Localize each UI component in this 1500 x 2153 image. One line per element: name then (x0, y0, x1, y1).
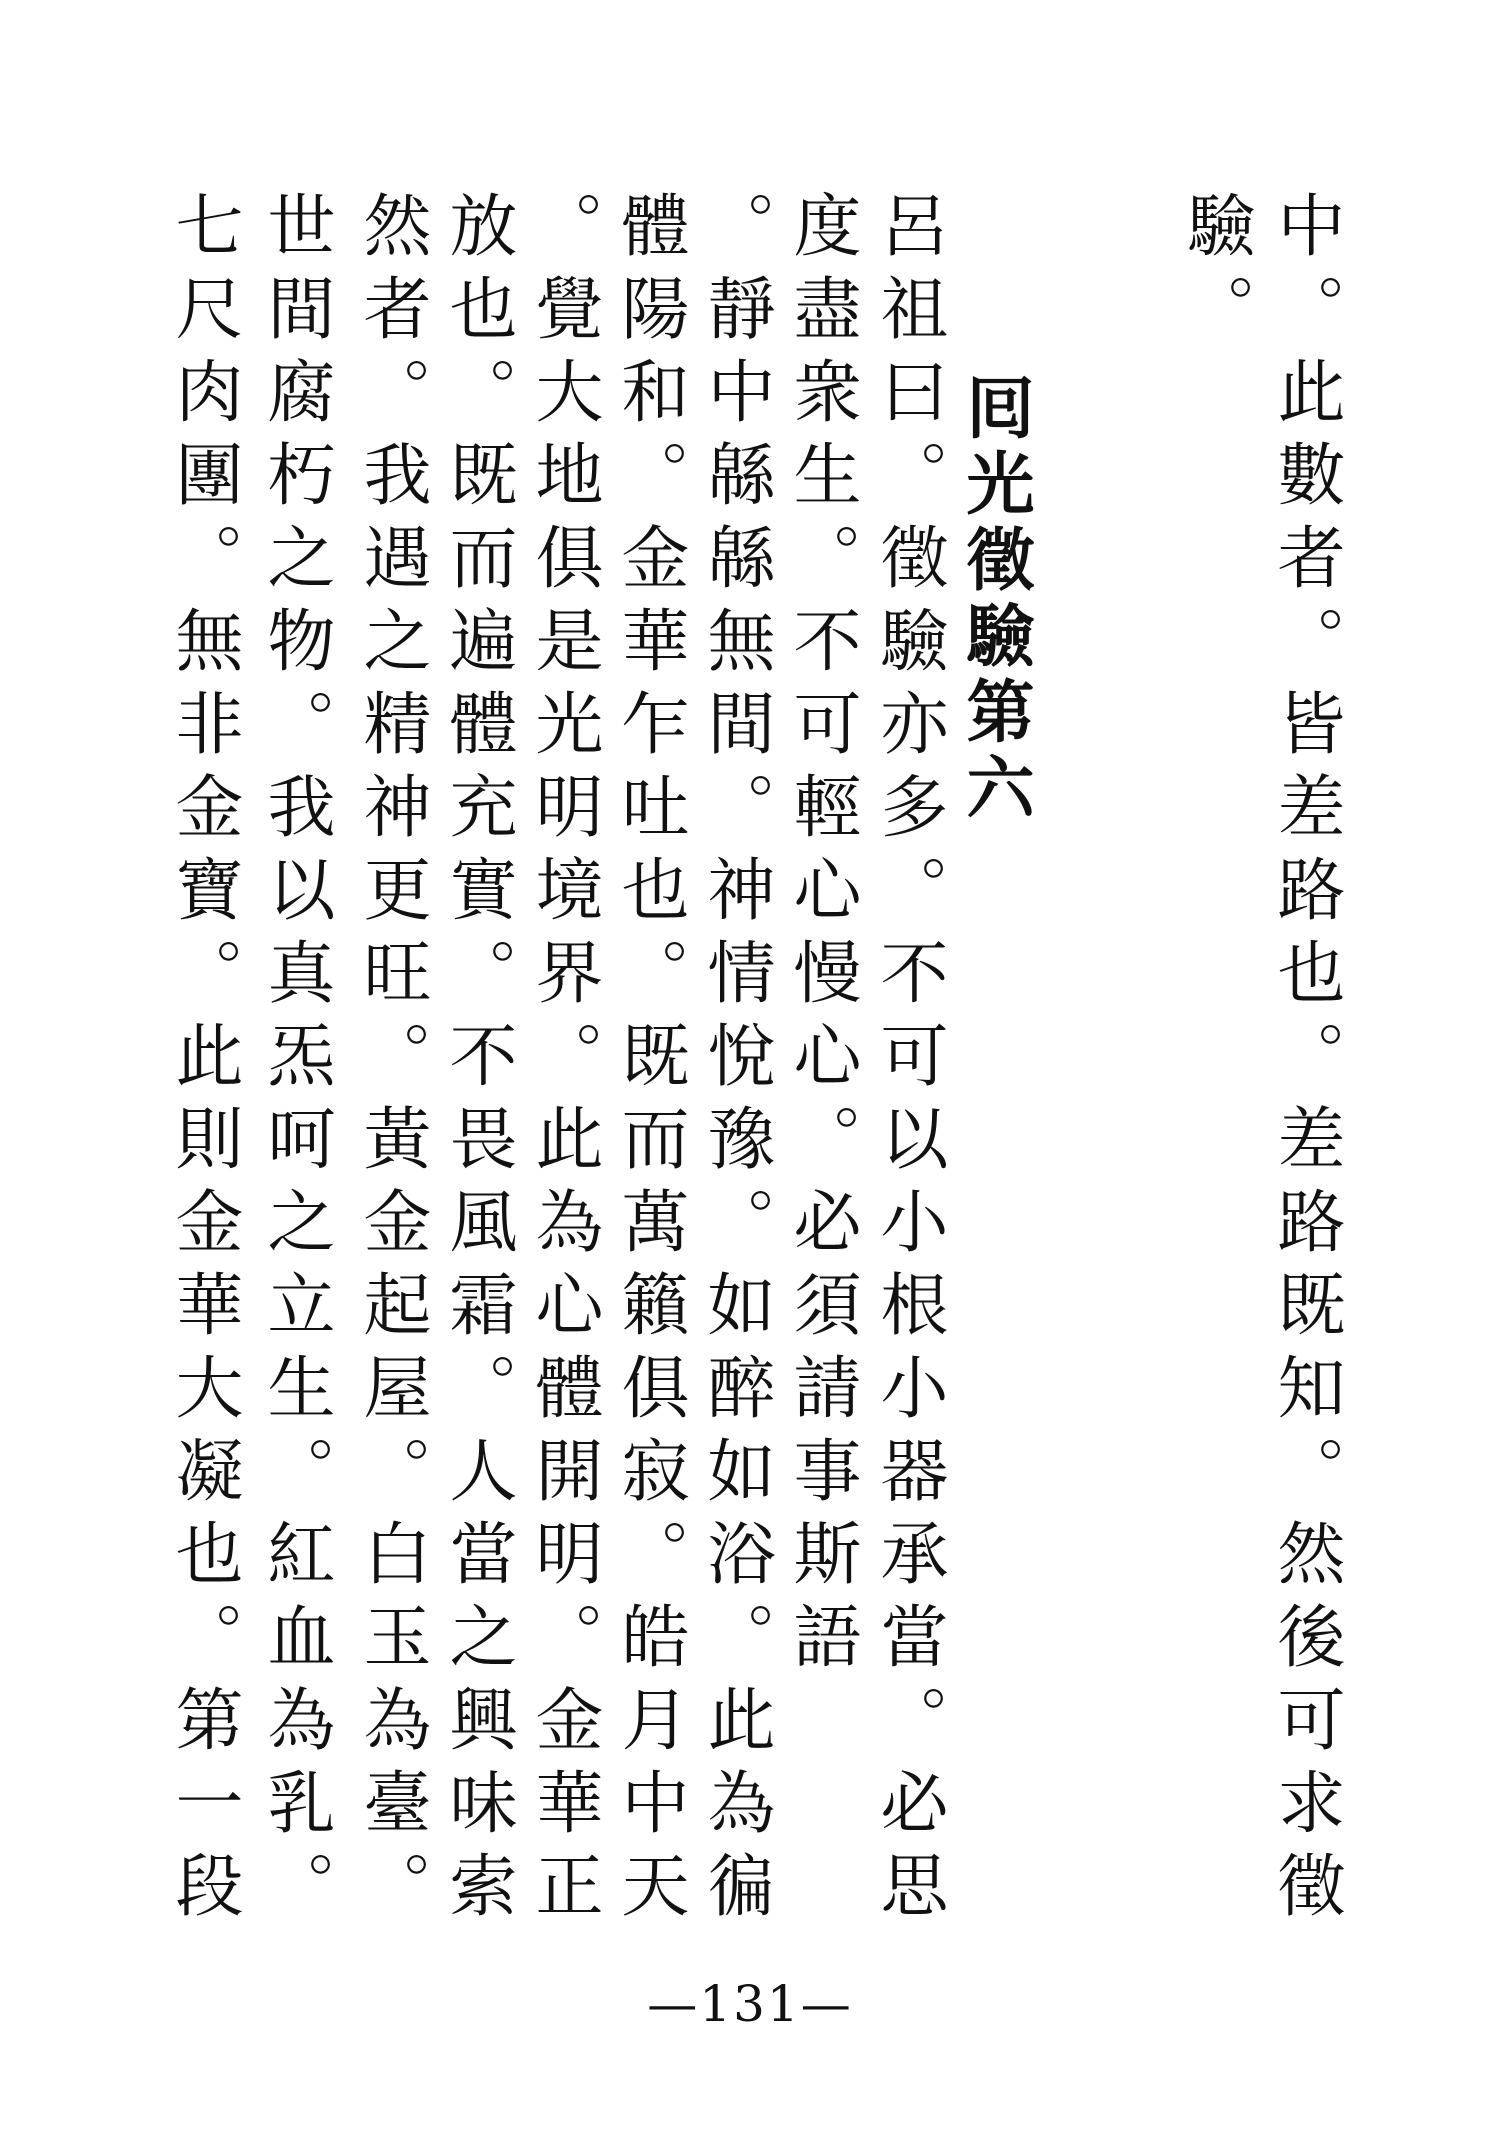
body-column-3: 。靜中緜緜無間。神情悅豫。如醉如浴。此為徧 (696, 190, 775, 1933)
body-column-2: 度盡衆生。不可輕心慢心。必須請事斯語 (782, 190, 861, 1684)
preface-column-1: 中。此數者。皆差路也。差路既知。然後可求徵 (1266, 190, 1345, 1933)
body-column-9: 七尺肉團。無非金寶。此則金華大凝也。第一段 (164, 190, 243, 1933)
chapter-heading: 囘光徵驗第六 (955, 372, 1035, 828)
body-column-1: 呂祖曰。徵驗亦多。不可以小根小器承當。必思 (869, 190, 948, 1933)
body-column-7: 然者。我遇之精神更旺。黃金起屋。白玉為臺。 (352, 190, 431, 1933)
body-column-5: 。覺大地俱是光明境界。此為心體開明。金華正 (524, 190, 603, 1933)
body-column-6: 放也。既而遍體充實。不畏風霜。人當之興味索 (438, 190, 517, 1933)
preface-column-2: 驗。 (1176, 190, 1255, 356)
body-column-4: 體陽和。金華乍吐也。既而萬籟俱寂。皓月中天 (610, 190, 689, 1933)
page-number: —131— (647, 1975, 853, 2033)
body-column-8: 世間腐朽之物。我以真炁呵之立生。紅血為乳。 (256, 190, 335, 1933)
